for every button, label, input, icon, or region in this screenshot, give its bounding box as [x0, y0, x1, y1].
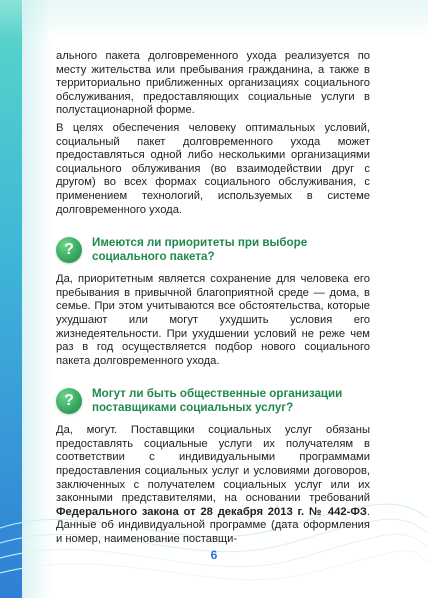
answer-public-organizations [56, 424, 370, 546]
top-decorative-wave [0, 0, 428, 40]
question-icon: ? [56, 388, 82, 414]
question-icon: ? [56, 237, 82, 263]
answer-priorities: Да, приоритетным является сохранение для человека его пребывания в привычной благоприятной среде — дома, в семье. При этом учитываются все обстоятельства, которые ухудшают или могут ухудшить условия его жизнедеятельности. При ухудшении условий не реже чем раз в год осуществляется подбор нового социального пакета долговременного ухода. [56, 273, 370, 367]
question-block-priorities [56, 236, 370, 264]
page-number: 6 [210, 548, 218, 562]
question-block-public-organizations [56, 387, 370, 415]
law-reference: Федерального закона от 28 декабря 2013 г. № 442-ФЗ [56, 505, 367, 518]
paragraph-continuation: ального пакета долговременного ухода реализуется по месту жительства или пребывания гражданина, а также в территориально приближенных организациях социального обслуживания, предоставляющих социальные услуги в полустационарной форме. [56, 50, 370, 117]
question-heading-priorities: Имеются ли приоритеты при выборе социального пакета? [92, 236, 308, 264]
answer-text-end: . Данные об индивидуальной программе (дата оформления и номер, наименование поставщи- [56, 505, 370, 546]
answer-text-start: Да, могут. Поставщики социальных услуг обязаны предоставлять социальные услуги их получателям в соответствии с индивидуальными программами предоставления социальных услуг и условиями договоров, заключенных с получателем социальных услуг или их законными представителями, на основании требований [56, 424, 370, 505]
paragraph-optimal-conditions: В целях обеспечения человеку оптимальных условий, социальный пакет долговременного ухода может предоставляться одной либо несколькими организациями социального облуживания (во взаимодействии друг с другом) во всех формах социального обслуживания, с применением технологий, используемых в системе долговременного ухода. [56, 121, 370, 216]
page-content [56, 50, 370, 547]
question-heading-public-organizations: Могут ли быть общественные организации поставщиками социальных услуг? [92, 387, 343, 415]
